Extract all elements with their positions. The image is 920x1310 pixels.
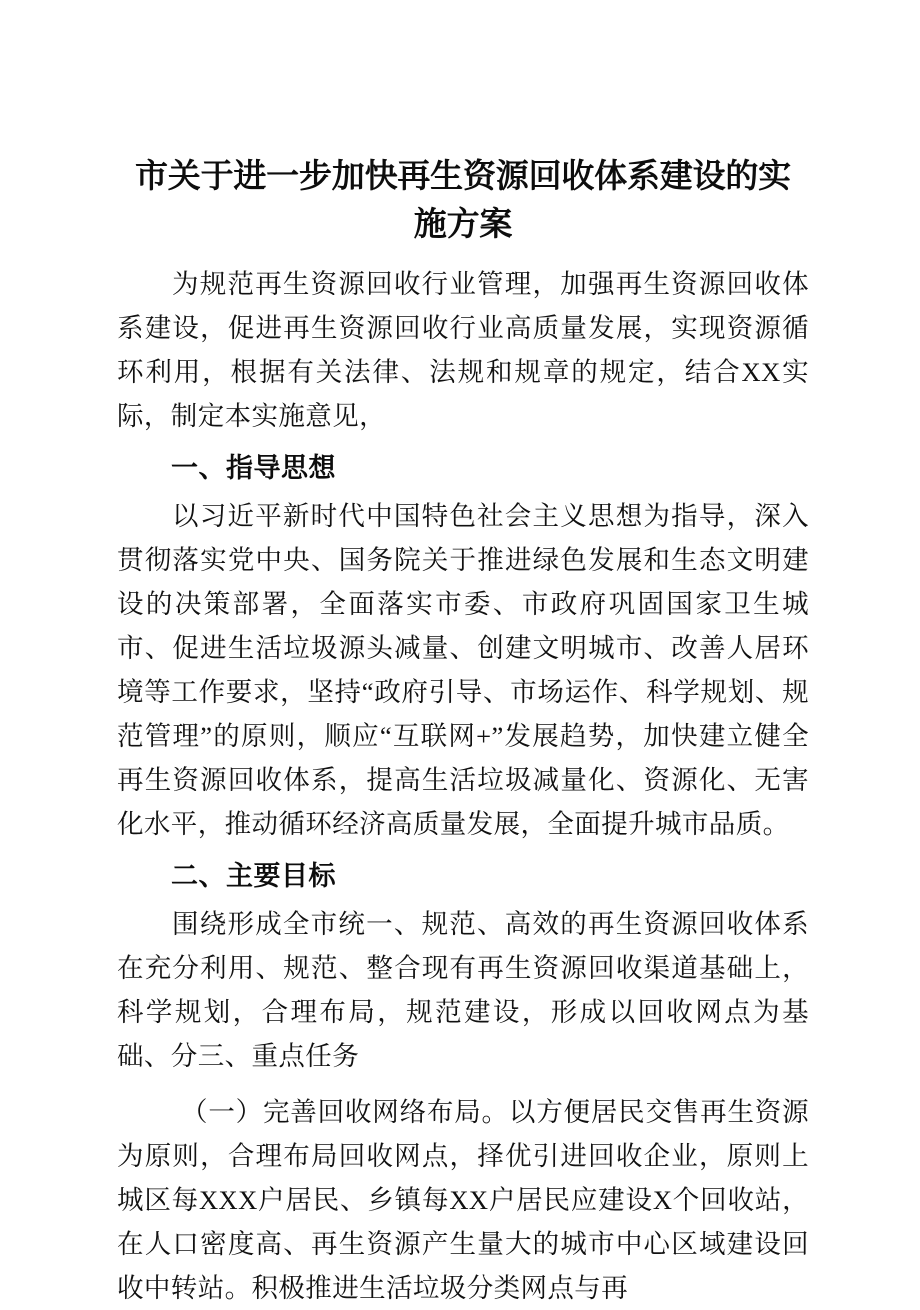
- section-heading-1: 一、指导思想: [171, 453, 336, 483]
- section-body-1: 以习近平新时代中国特色社会主义思想为指导，深入贯彻落实党中央、国务院关于推进绿色发展和生态文明建设的决策部署，全面落实市委、市政府巩固国家卫生城市、促进生活垃圾源头减量、创建文明城市、改善人居环境等工作要求，坚持“政府引导、市场运作、科学规划、规范管理”的原则，顺应“互联网+”发展趋势，加快建立健全再生资源回收体系，提高生活垃圾减量化、资源化、无害化水平，推动循环经济高质量发展，全面提升城市品质。: [117, 501, 809, 839]
- section-heading-2: 二、主要目标: [171, 861, 336, 891]
- page-title: 市关于进一步加快再生资源回收体系建设的实施方案: [134, 157, 791, 242]
- section-body-2: 围绕形成全市统一、规范、高效的再生资源回收体系在充分利用、规范、整合现有再生资源回收渠道基础上，科学规划，合理布局，规范建设，形成以回收网点为基础、分三、重点任务: [117, 909, 809, 1071]
- subsection-body-1: （一）完善回收网络布局。以方便居民交售再生资源为原则，合理布局回收网点，择优引进回收企业，原则上城区每XXX户居民、乡镇每XX户居民应建设X个回收站，在人口密度高、再生资源产生量大的城市中心区域建设回收中转站。积极推进生活垃圾分类网点与再: [117, 1097, 809, 1303]
- document-content: [117, 152, 809, 1310]
- preamble-paragraph: 为规范再生资源回收行业管理，加强再生资源回收体系建设，促进再生资源回收行业高质量发展，实现资源循环利用，根据有关法律、法规和规章的规定，结合XX实际，制定本实施意见，: [117, 269, 809, 431]
